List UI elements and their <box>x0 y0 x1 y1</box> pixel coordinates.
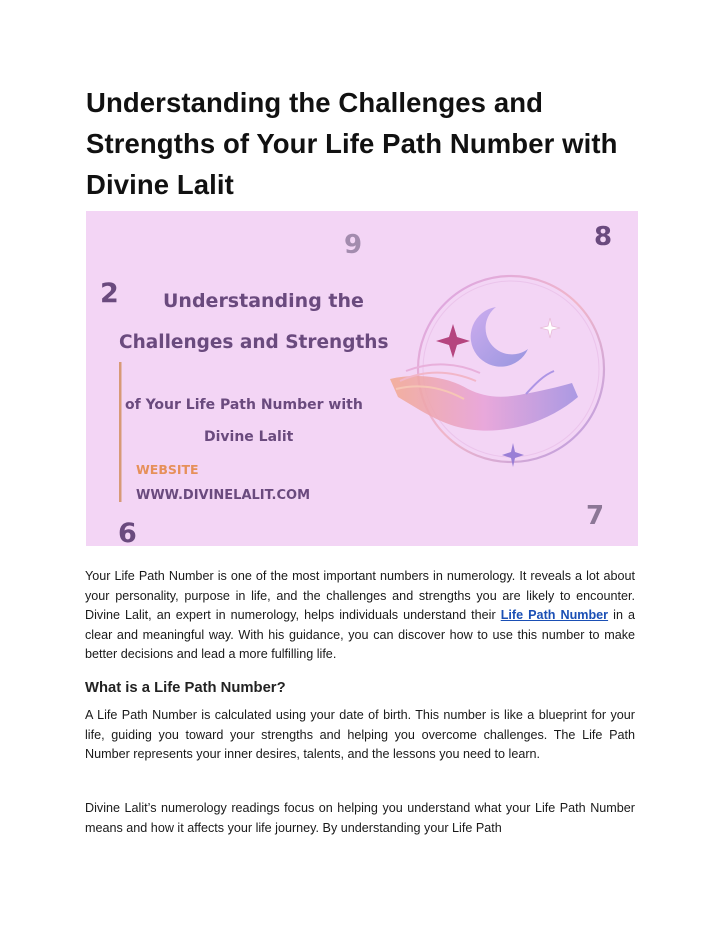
banner-heading-line4: Divine Lalit <box>204 429 294 445</box>
intro-text-after-link: in a clear and meaningful way. With his guidance, you can discover how to use this number to make better decisions and lead a more fulfilling life. <box>85 608 636 661</box>
accent-divider <box>119 362 122 502</box>
banner-heading-line3: of Your Life Path Number with <box>125 397 363 413</box>
paragraph-readings: Divine Lalit’s numerology readings focus on helping you understand what your Life Path Number means and how it affects your life journey. By understanding your Life Path <box>85 801 635 835</box>
circle-frame-icon <box>418 276 604 462</box>
banner-number-9: 9 <box>344 230 363 260</box>
intro-paragraph <box>85 567 635 665</box>
life-path-number-link[interactable]: Life Path Number <box>500 608 609 622</box>
crescent-moon-icon <box>471 307 528 367</box>
banner-heading-line1: Understanding the <box>163 290 364 312</box>
section-heading: What is a Life Path Number? <box>85 680 286 696</box>
intro-text-before-link: Your Life Path Number is one of the most important numbers in numerology. It reveals a lot about your personality, purpose in life, and the challenges and strengths you are likely to encounter. Divine Lalit, an expert in numerology, helps individuals understand their <box>85 569 635 622</box>
banner-number-6: 6 <box>118 518 137 546</box>
banner-number-7: 7 <box>586 501 605 531</box>
paragraph-definition: A Life Path Number is calculated using your date of birth. This number is like a blueprint for your life, guiding you toward your strengths and helping you overcome challenges. The Life Path Number represents your inner desires, talents, and the lessons you need to learn. <box>85 708 635 761</box>
banner-image <box>86 211 638 546</box>
page-title: Understanding the Challenges and Strengths of Your Life Path Number with Divine Lalit <box>86 87 618 200</box>
banner-website-label: WEBSITE <box>136 462 199 477</box>
open-hand-icon <box>390 364 578 430</box>
banner-website-url: WWW.DIVINELALIT.COM <box>136 488 311 503</box>
banner-heading-line2: Challenges and Strengths <box>119 332 389 353</box>
banner-number-8: 8 <box>594 222 613 252</box>
banner-number-2: 2 <box>100 278 119 309</box>
